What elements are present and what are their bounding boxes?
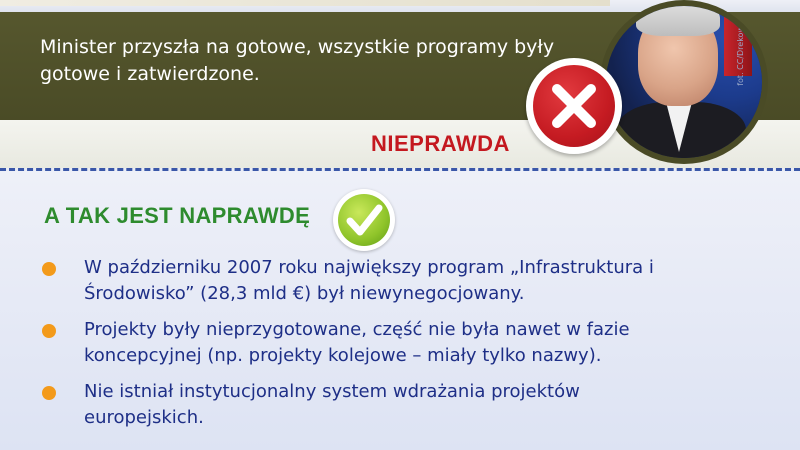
bullet-text: Projekty były nieprzygotowane, część nie była nawet w fazie koncepcyjnej (np. projekty kolejowe – miały tylko nazwy).	[84, 319, 630, 366]
verdict-label: NIEPRAWDA	[371, 131, 510, 156]
photo-hair	[636, 0, 720, 36]
x-mark-glyph	[526, 58, 622, 154]
truth-section	[0, 171, 800, 450]
x-mark-icon	[526, 58, 622, 154]
checkmark-glyph	[333, 189, 395, 251]
bullet-text: Nie istniał instytucjonalny system wdrażania projektów europejskich.	[84, 381, 580, 428]
truth-heading: A TAK JEST NAPRAWDĘ	[44, 203, 311, 228]
list-item	[42, 379, 682, 431]
speaker-photo	[600, 0, 768, 164]
top-strip-accent	[0, 0, 610, 6]
checkmark-icon	[333, 189, 395, 251]
bullet-text: W październiku 2007 roku największy program „Infrastruktura i Środowisko” (28,3 mld €) był niewynegocjowany.	[84, 257, 654, 304]
bullet-dot-icon	[42, 262, 56, 276]
bullet-dot-icon	[42, 386, 56, 400]
photo-credit: fot. CC/Drekow	[736, 26, 745, 86]
list-item	[42, 317, 682, 369]
list-item	[42, 255, 682, 307]
truth-bullet-list	[42, 255, 682, 441]
bullet-dot-icon	[42, 324, 56, 338]
claim-text: Minister przyszła na gotowe, wszystkie programy były gotowe i zatwierdzone.	[40, 36, 555, 85]
